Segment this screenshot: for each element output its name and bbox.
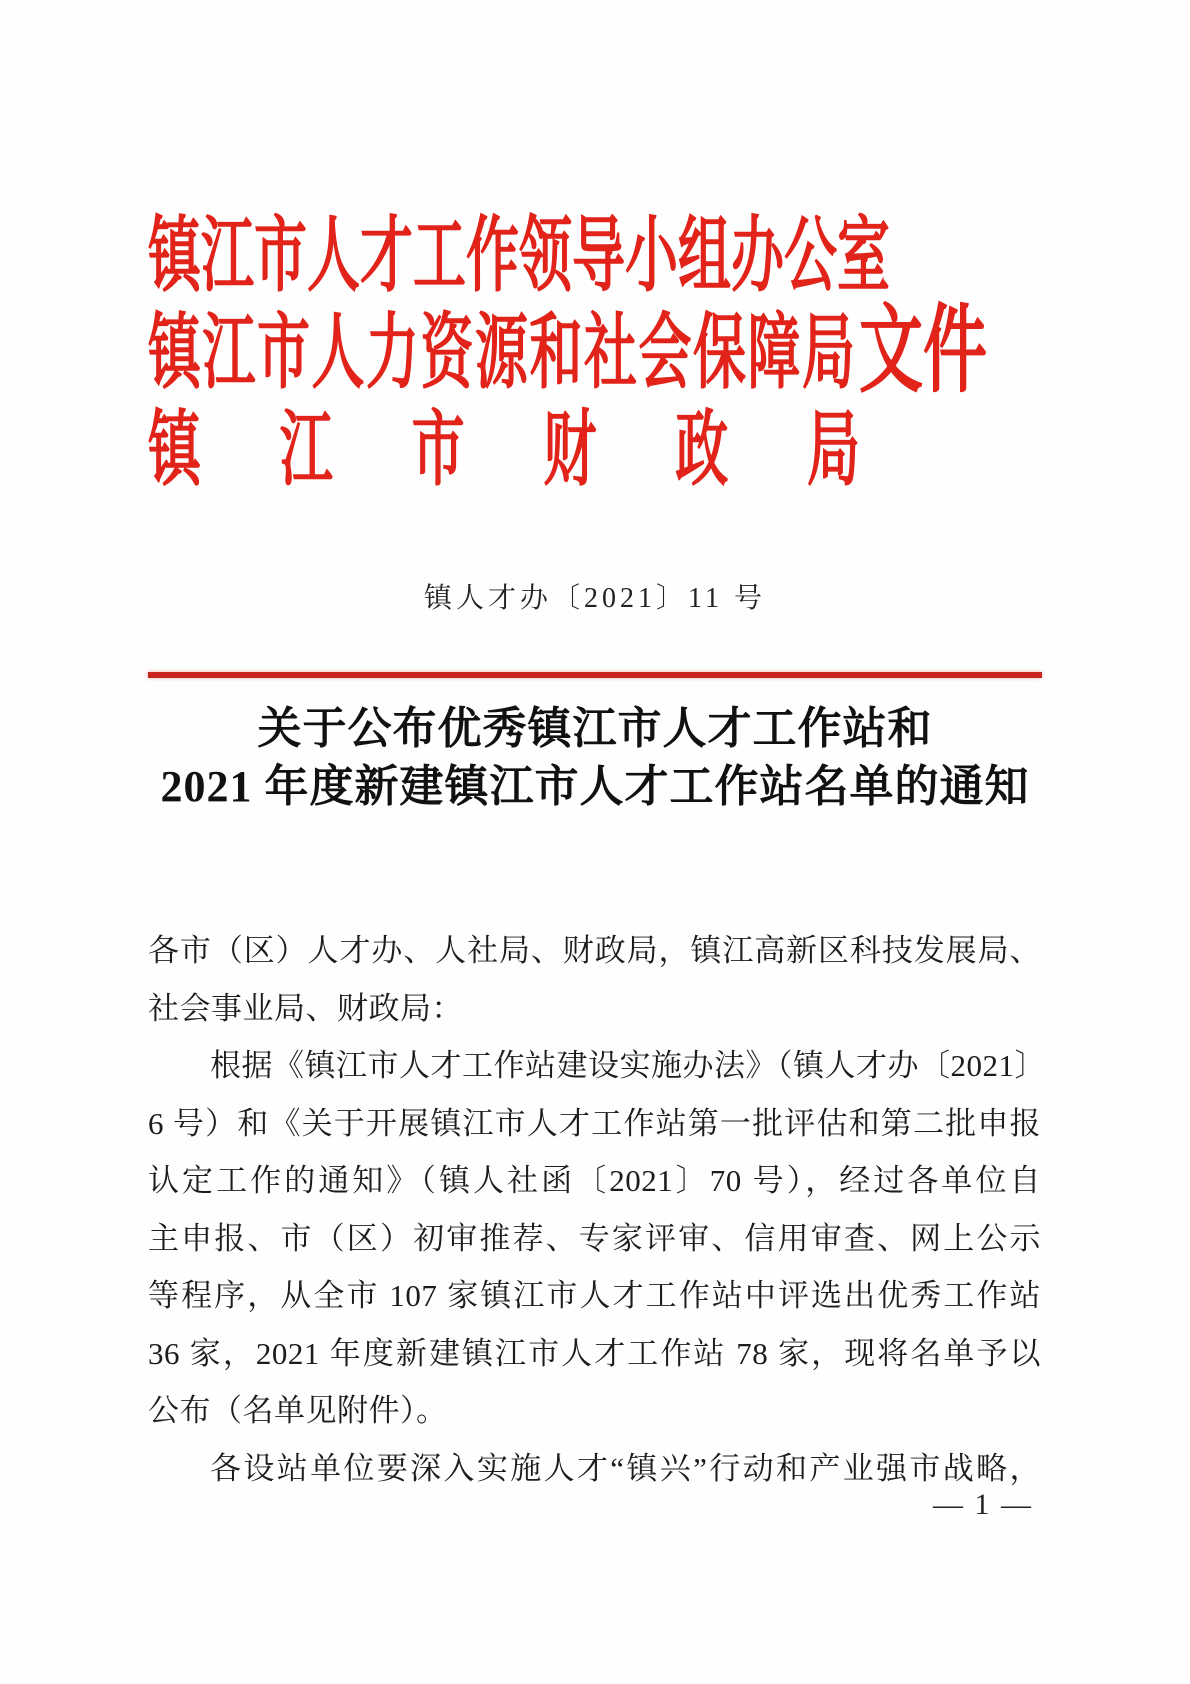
- body-line: 社会事业局、财政局：: [148, 990, 463, 1026]
- letterhead-line-2: [148, 297, 1048, 406]
- document-title-line-2: 2021 年度新建镇江市人才工作站名单的通知: [160, 762, 1030, 811]
- body-line: 各设站单位要深入实施人才“镇兴”行动和产业强市战略，: [210, 1450, 1041, 1486]
- body-line: 6 号）和《关于开展镇江市人才工作站第一批评估和第二批申报: [148, 1105, 1041, 1141]
- body-line: 36 家，2021 年度新建镇江市人才工作站 78 家，现将名单予以: [148, 1335, 1041, 1371]
- body-line: 等程序，从全市 107 家镇江市人才工作站中评选出优秀工作站: [148, 1278, 1041, 1313]
- page-number: — 1 —: [933, 1488, 1033, 1521]
- red-divider-rule: [148, 672, 1042, 678]
- letterhead-wenjian-label: 文件: [859, 297, 987, 404]
- document-title: [0, 700, 1190, 816]
- document-number: 镇人才办〔2021〕11 号: [424, 583, 766, 614]
- document-body: [148, 922, 1046, 1497]
- body-line: 公布（名单见附件）。: [148, 1393, 448, 1428]
- document-title-line-1: 关于公布优秀镇江市人才工作站和: [257, 704, 933, 753]
- letterhead-agency-3: 镇江市财政局: [148, 406, 860, 496]
- body-line: 根据《镇江市人才工作站建设实施办法》（镇人才办〔2021〕: [210, 1048, 1046, 1083]
- letterhead-line-3: [148, 406, 1048, 503]
- body-line: 认定工作的通知》（镇人社函〔2021〕70 号），经过各单位自: [148, 1163, 1041, 1198]
- letterhead-line-1: [148, 212, 1048, 309]
- body-line: 主申报、市（区）初审推荐、专家评审、信用审查、网上公示: [148, 1220, 1041, 1256]
- body-line: 各市（区）人才办、人社局、财政局，镇江高新区科技发展局、: [148, 933, 1041, 968]
- letterhead-agency-1: 镇江市人才工作领导小组办公室: [148, 212, 890, 302]
- red-letterhead: [148, 212, 1048, 503]
- letterhead-agency-2: 镇江市人力资源和社会保障局: [148, 309, 855, 399]
